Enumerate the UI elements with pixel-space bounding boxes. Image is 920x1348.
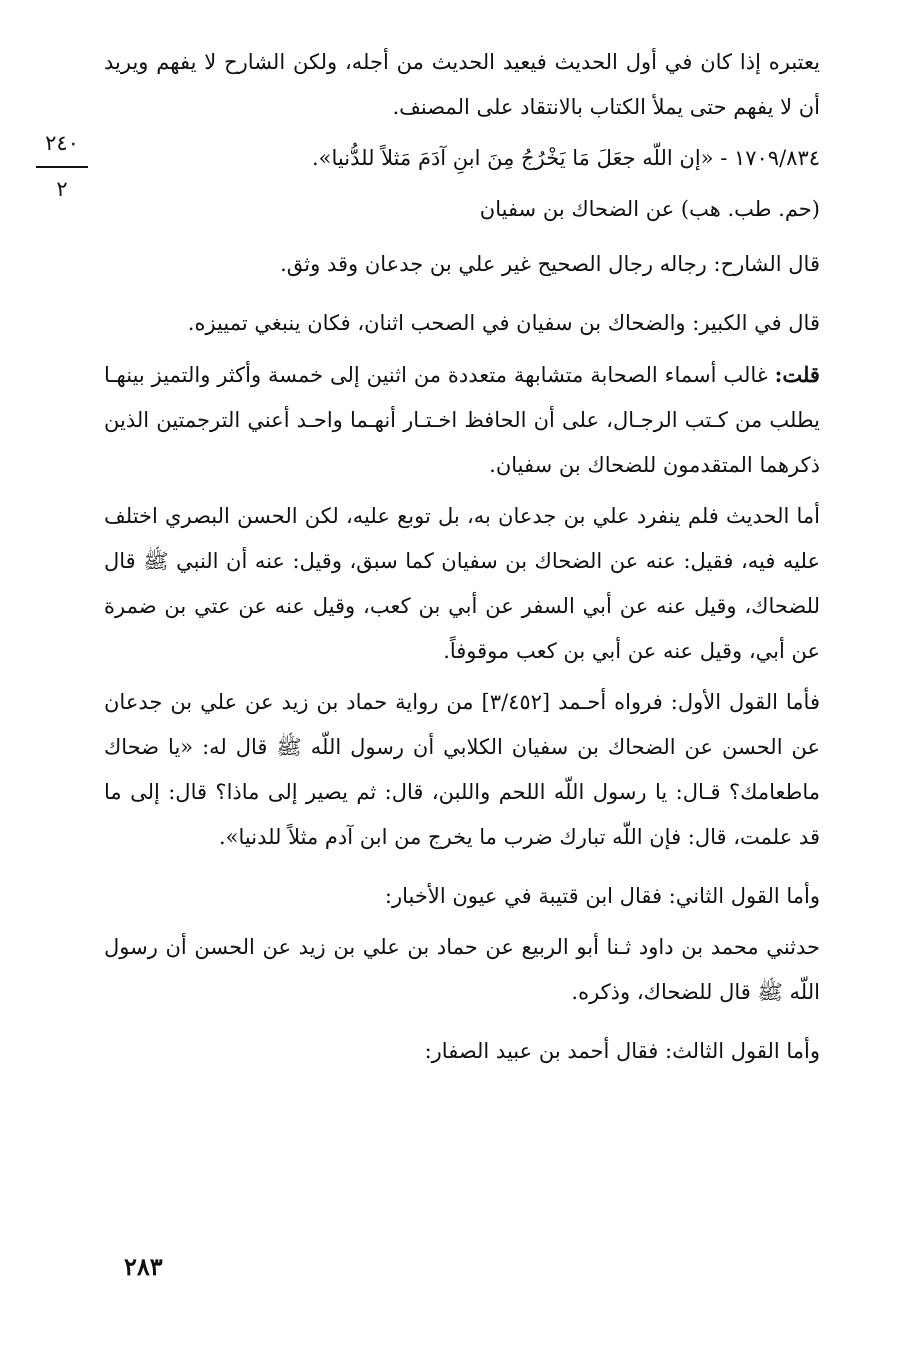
margin-reference-top: ٢٤٠ — [45, 131, 79, 155]
paragraph-intro: يعتبره إذا كان في أول الحديث فيعيد الحديث من أجله، ولكن الشارح لا يفهم ويريد أن لا يفهم حتى يملأ الكتاب بالانتقاد على المصنف. — [104, 50, 820, 119]
paragraph-sharih: قال الشارح: رجاله رجال الصحيح غير علي بن جدعان وقد وثق. — [280, 252, 820, 276]
paragraph-second-view: وأما القول الثاني: فقال ابن قتيبة في عيون الأخبار: — [384, 884, 820, 908]
hadith-heading: ١٧٠٩/٨٣٤ - «إن اللّه جعَلَ مَا يَخْرُجُ مِنَ ابنِ آدَمَ مَثلاً للدُّنيا». — [312, 146, 820, 170]
margin-reference-bottom: ٢ — [56, 177, 68, 201]
paragraph-third-view: وأما القول الثالث: فقال أحمد بن عبيد الصفار: — [424, 1039, 820, 1063]
paragraph-qultu — [104, 352, 820, 488]
paragraph-ibn-qutayba: حدثني محمد بن داود ثـنا أبو الربيع عن حماد بن علي بن زيد عن الحسن أن رسول اللّه ﷺ قال للضحاك، وذكره. — [104, 935, 820, 1004]
qultu-text: غالب أسماء الصحابة متشابهة متعددة من اثنين إلى خمسة وأكثر والتميز بينهـا يطلب من كـتب الرجـال، على أن الحافظ اخـتـار أنهـما واحـد أعني الترجمتين الذين ذكرهما المتقدمون للضحاك بن سفيان. — [104, 363, 820, 477]
margin-reference — [34, 128, 90, 208]
page-number: ٢٨٣ — [124, 1252, 163, 1281]
paragraph-first-view: فأما القول الأول: فرواه أحـمد [٣/٤٥٢] من رواية حماد بن زيد عن علي بن جدعان عن الحسن عن الضحاك بن سفيان الكلابي أن رسول اللّه ﷺ قال له: «يا ضحاك ماطعامك؟ قـال: يا رسول اللّه اللحم واللبن، قال: ثم يصير إلى ماذا؟ قال: إلى ما قد علمت، قال: فإن اللّه تبارك ضرب ما يخرج من ابن آدم مثلاً للدنيا». — [104, 690, 820, 849]
main-text — [104, 40, 820, 1088]
hadith-source: (حم. طب. هب) عن الضحاك بن سفيان — [479, 197, 820, 221]
paragraph-kabir: قال في الكبير: والضحاك بن سفيان في الصحب اثنان، فكان ينبغي تمييزه. — [187, 311, 820, 335]
qultu-label: قلت: — [774, 362, 820, 387]
margin-reference-divider — [36, 166, 88, 168]
paragraph-hadith-discussion: أما الحديث فلم ينفرد علي بن جدعان به، بل توبع عليه، لكن الحسن البصري اختلف عليه فيه، فقيل: عنه عن الضحاك بن سفيان كما سبق، وقيل: عنه أن النبي ﷺ قال للضحاك، وقيل عنه عن أبي السفر عن أبي بن كعب، وقيل عنه عن عتي بن ضمرة عن أبي، وقيل عنه عن أبي بن كعب موقوفاً. — [104, 504, 820, 663]
